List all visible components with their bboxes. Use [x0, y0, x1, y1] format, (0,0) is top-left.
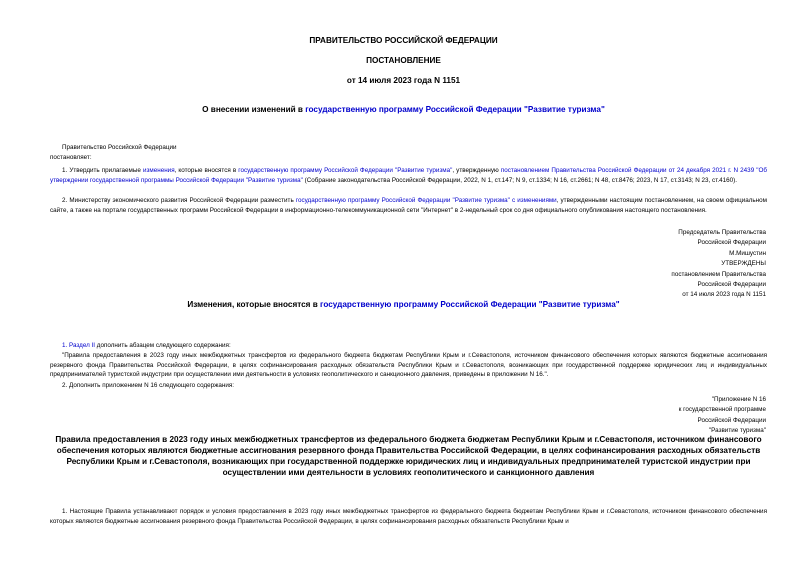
doc-title-prefix: О внесении изменений в [202, 105, 306, 114]
approval-line: УТВЕРЖДЕНЫ [721, 260, 766, 268]
doc-type-heading: ПОСТАНОВЛЕНИЕ [366, 56, 441, 65]
p1-text-d: (Собрание законодательства Российской Федерации, 2022, N 1, ст.147; N 9, ст.1334; N 16, ст.2661; N 48, ст.8476; 2023, N 17, ст.3143; N 23, ст.4160). [302, 176, 737, 184]
doc-title-link[interactable]: государственную программу Российской Федерации "Развитие туризма" [305, 105, 605, 114]
approval-line: Российской Федерации [697, 281, 766, 289]
p2-text-b: , утвержденными настоящим постановлением, на своем официальном сайте, а также на портале государственных программ Российской Федерации в информационно-телекоммуникационной сети "Интернет" в 2-недельный срок со дня официального опубликования настоящего постановления. [50, 197, 767, 214]
changes-title [0, 300, 807, 309]
change-item-2: 2. Дополнить приложением N 16 следующего содержания: [62, 382, 235, 389]
intro-line1: Правительство Российской Федерации [62, 144, 177, 151]
intro-block [50, 143, 767, 162]
signature-line: Председатель Правительства [678, 229, 766, 236]
p1-text-a: 1. Утвердить прилагаемые [62, 167, 143, 174]
p1-text-b: , которые вносятся в [174, 167, 239, 174]
p1-text-c: , утвержденную [452, 167, 501, 174]
paragraph-2 [50, 196, 767, 215]
signature-block [630, 228, 766, 301]
changes-title-prefix: Изменения, которые вносятся в [187, 300, 321, 309]
p1-link-program[interactable]: государственную программу Российской Федерации "Развитие туризма" [238, 167, 453, 174]
intro-line2: постановляет: [50, 153, 92, 161]
p1-link-changes[interactable]: изменения [142, 167, 175, 174]
rules-title: Правила предоставления в 2023 году иных межбюджетных трансфертов из федерального бюджета бюджетам Республики Крым и г.Севастополя, источником финансового обеспечения которых являются бюджетные ассигнования резервного фонда Правительства Российской Федерации, в целях софинансирования расходных обязательств Республики Крым и г.Севастополя, возникающих при государственной поддержке юридических лиц и индивидуальных предпринимателей туристской индустрии при осуществлении ими деятельности в условиях геополитического и санкционного давления [55, 435, 762, 477]
appendix-line: "Развитие туризма" [708, 427, 766, 435]
changes-title-link[interactable]: государственную программу Российской Федерации "Развитие туризма" [320, 300, 620, 309]
p2-link-program[interactable]: государственную программу Российской Федерации "Развитие туризма" с изменениями [295, 197, 557, 204]
appendix-line: "Приложение N 16 [711, 396, 766, 403]
appendix-line: Российской Федерации [697, 416, 766, 424]
p1-link-decree[interactable]: постановлением Правительства Российской Федерации от 24 декабря 2021 г. N 2439 "Об утверждении государственной программы Российской Федерации "Развитие туризма" [50, 167, 768, 184]
appendix-line: к государственной программе [678, 406, 766, 414]
quoted-paragraph: "Правила предоставления в 2023 году иных межбюджетных трансфертов из федерального бюджета бюджетам Республики Крым и г.Севастополя, источником финансового обеспечения которых являются бюджетные ассигнования резервного фонда Правительства Российской Федерации, в целях софинансирования расходных обязательств Республики Крым и г.Севастополя, возникающих при государственной поддержке юридических лиц и индивидуальных предпринимателей туристской индустрии при осуществлении ими деятельности в условиях геополитического и санкционного давления, приведены в приложении N 16.". [50, 352, 767, 379]
doc-title [0, 105, 807, 114]
signature-line: Российской Федерации [697, 239, 766, 247]
doc-date-heading: от 14 июля 2023 года N 1151 [346, 76, 461, 85]
appendix-header [630, 395, 766, 437]
approval-line: постановлением Правительства [671, 270, 766, 278]
change-item-1-text: дополнить абзацем следующего содержания: [95, 342, 231, 349]
approval-line: от 14 июля 2023 года N 1151 [682, 291, 766, 299]
paragraph-1 [50, 166, 767, 185]
section-ii-link[interactable]: 1. Раздел II [62, 342, 96, 349]
change-item-1 [50, 341, 767, 351]
rules-paragraph-1: 1. Настоящие Правила устанавливают порядок и условия предоставления в 2023 году иных межбюджетных трансфертов из федерального бюджета бюджетам Республики Крым и г.Севастополя, источником финансового обеспечения которых являются бюджетные ассигнования резервного фонда Правительства Российской Федерации, в целях софинансирования расходных обязательств Республики Крым и [50, 508, 767, 525]
issuer-heading: ПРАВИТЕЛЬСТВО РОССИЙСКОЙ ФЕДЕРАЦИИ [309, 36, 498, 45]
signature-line: М.Мишустин [729, 249, 766, 257]
p2-text-a: 2. Министерству экономического развития Российской Федерации разместить [62, 197, 296, 204]
